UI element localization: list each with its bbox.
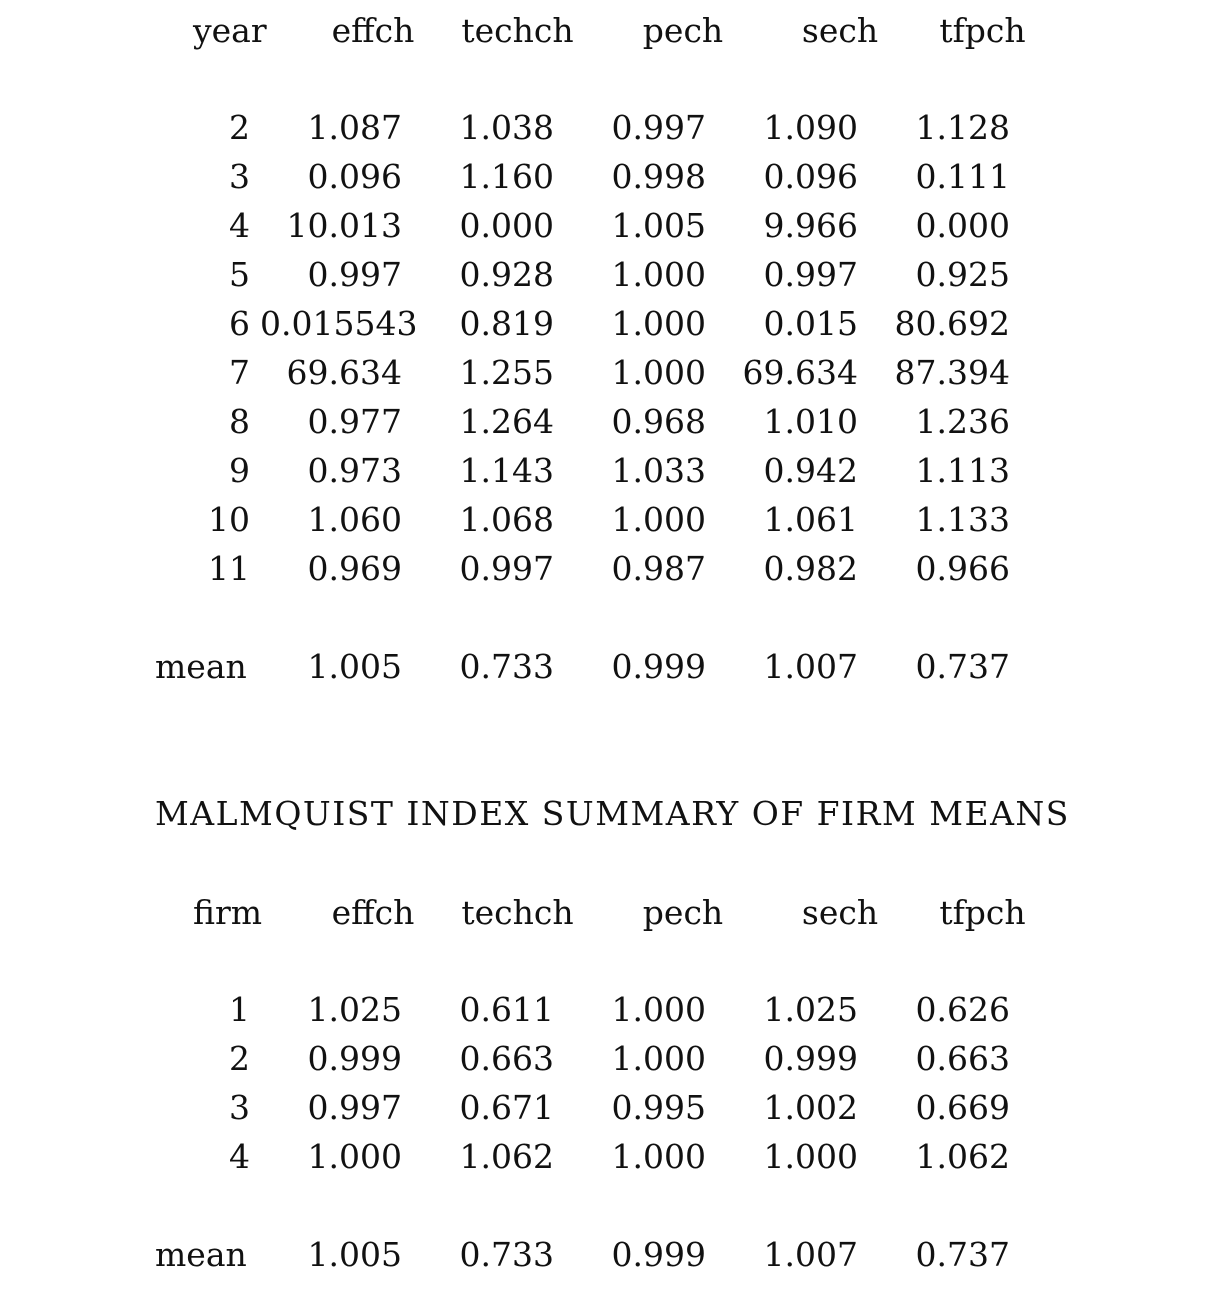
tfpch-value: 0.925 (915, 255, 1010, 294)
year_table-row (0, 500, 1215, 540)
sech-value: 0.942 (763, 451, 858, 490)
year-label: 6 (229, 304, 250, 343)
sech-value: 1.025 (763, 990, 858, 1029)
effch-value: 0.096 (307, 157, 402, 196)
firm-label: 3 (229, 1088, 250, 1127)
firm-label: 4 (229, 1137, 250, 1176)
sech-value: 1.010 (763, 402, 858, 441)
pech-value: 1.000 (611, 304, 706, 343)
pech-value: 0.995 (611, 1088, 706, 1127)
techch-value: 1.038 (459, 108, 554, 147)
column-header-techch: techch (461, 893, 574, 932)
pech-value: 1.033 (611, 451, 706, 490)
tfpch-value: 1.133 (915, 500, 1010, 539)
firm-label: 2 (229, 1039, 250, 1078)
pech-value: 0.987 (611, 549, 706, 588)
year-label: 9 (229, 451, 250, 490)
tfpch-value: 1.236 (915, 402, 1010, 441)
sech-value: 9.966 (763, 206, 858, 245)
pech-value: 1.000 (611, 990, 706, 1029)
sech-value: 1.061 (763, 500, 858, 539)
effch-value: 0.973 (307, 451, 402, 490)
year_table-row (0, 451, 1215, 491)
column-header-tfpch: tfpch (939, 893, 1026, 932)
pech-value: 1.000 (611, 255, 706, 294)
sech-value: 0.982 (763, 549, 858, 588)
mean-sech-value: 1.007 (763, 1235, 858, 1274)
sech-value: 1.002 (763, 1088, 858, 1127)
mean-label: mean (155, 647, 247, 686)
year-label: 4 (229, 206, 250, 245)
effch-value: 1.025 (307, 990, 402, 1029)
effch-value: 10.013 (286, 206, 402, 245)
year-label: 5 (229, 255, 250, 294)
pech-value: 1.000 (611, 500, 706, 539)
firm-label: 1 (229, 990, 250, 1029)
mean-techch-value: 0.733 (459, 1235, 554, 1274)
pech-value: 0.968 (611, 402, 706, 441)
mean-label: mean (155, 1235, 247, 1274)
mean-effch-value: 1.005 (307, 647, 402, 686)
pech-value: 1.000 (611, 1137, 706, 1176)
column-header-effch: effch (331, 893, 415, 932)
effch-value: 69.634 (286, 353, 402, 392)
tfpch-value: 0.000 (915, 206, 1010, 245)
column-header-pech: pech (642, 11, 724, 50)
tfpch-value: 1.062 (915, 1137, 1010, 1176)
year_table-row (0, 255, 1215, 295)
tfpch-value: 0.111 (915, 157, 1010, 196)
tfpch-value: 87.394 (894, 353, 1010, 392)
year-label: 10 (208, 500, 250, 539)
mean-tfpch-value: 0.737 (915, 1235, 1010, 1274)
pech-value: 1.000 (611, 353, 706, 392)
techch-value: 0.928 (459, 255, 554, 294)
mean-pech-value: 0.999 (611, 1235, 706, 1274)
year_table-row (0, 353, 1215, 393)
year-label: 2 (229, 108, 250, 147)
tfpch-value: 0.626 (915, 990, 1010, 1029)
year_table-row (0, 402, 1215, 442)
year_table-row (0, 206, 1215, 246)
firm_table-mean-row (0, 1235, 1215, 1275)
column-header-year: year (193, 11, 267, 50)
firm_table-row (0, 1137, 1215, 1177)
effch-value: 0.997 (307, 1088, 402, 1127)
techch-value: 1.062 (459, 1137, 554, 1176)
effch-value: 0.969 (307, 549, 402, 588)
sech-value: 0.999 (763, 1039, 858, 1078)
firm_table-row (0, 1039, 1215, 1079)
techch-value: 1.160 (459, 157, 554, 196)
year-label: 8 (229, 402, 250, 441)
pech-value: 0.997 (611, 108, 706, 147)
effch-value: 1.087 (307, 108, 402, 147)
tfpch-value: 1.113 (915, 451, 1010, 490)
sech-value: 1.090 (763, 108, 858, 147)
year_table-row (0, 304, 1215, 344)
column-header-pech: pech (642, 893, 724, 932)
tfpch-value: 0.663 (915, 1039, 1010, 1078)
column-header-tfpch: tfpch (939, 11, 1026, 50)
pech-value: 1.005 (611, 206, 706, 245)
firm-summary-title: MALMQUIST INDEX SUMMARY OF FIRM MEANS (155, 794, 1070, 833)
effch-value: 0.997 (307, 255, 402, 294)
mean-effch-value: 1.005 (307, 1235, 402, 1274)
firm_table-row (0, 990, 1215, 1030)
pech-value: 1.000 (611, 1039, 706, 1078)
techch-value: 1.255 (459, 353, 554, 392)
techch-value: 0.671 (459, 1088, 554, 1127)
firm_table-header-row (0, 893, 1215, 933)
sech-value: 69.634 (742, 353, 858, 392)
column-header-techch: techch (461, 11, 574, 50)
mean-sech-value: 1.007 (763, 647, 858, 686)
year_table-header-row (0, 11, 1215, 51)
column-header-sech: sech (801, 893, 879, 932)
sech-value: 0.997 (763, 255, 858, 294)
sech-value: 0.015 (763, 304, 858, 343)
sech-value: 0.096 (763, 157, 858, 196)
techch-value: 1.068 (459, 500, 554, 539)
mean-pech-value: 0.999 (611, 647, 706, 686)
effch-value: 0.999 (307, 1039, 402, 1078)
pech-value: 0.998 (611, 157, 706, 196)
mean-tfpch-value: 0.737 (915, 647, 1010, 686)
tfpch-value: 1.128 (915, 108, 1010, 147)
techch-value: 0.663 (459, 1039, 554, 1078)
effch-value: 0.977 (307, 402, 402, 441)
year_table-mean-row (0, 647, 1215, 687)
effch-value: 1.060 (307, 500, 402, 539)
techch-value: 0.611 (459, 990, 554, 1029)
year_table-row (0, 108, 1215, 148)
firm_table-row (0, 1088, 1215, 1128)
column-header-sech: sech (801, 11, 879, 50)
sech-value: 1.000 (763, 1137, 858, 1176)
effch-value: 1.000 (307, 1137, 402, 1176)
techch-value: 0.819 (459, 304, 554, 343)
techch-value: 1.264 (459, 402, 554, 441)
effch-value: 0.015543 (260, 304, 418, 343)
tfpch-value: 0.966 (915, 549, 1010, 588)
tfpch-value: 0.669 (915, 1088, 1010, 1127)
mean-techch-value: 0.733 (459, 647, 554, 686)
column-header-firm: firm (193, 893, 263, 932)
techch-value: 0.000 (459, 206, 554, 245)
year-label: 11 (208, 549, 250, 588)
year-label: 3 (229, 157, 250, 196)
year-label: 7 (229, 353, 250, 392)
tfpch-value: 80.692 (894, 304, 1010, 343)
year_table-row (0, 549, 1215, 589)
year_table-row (0, 157, 1215, 197)
column-header-effch: effch (331, 11, 415, 50)
techch-value: 0.997 (459, 549, 554, 588)
techch-value: 1.143 (459, 451, 554, 490)
